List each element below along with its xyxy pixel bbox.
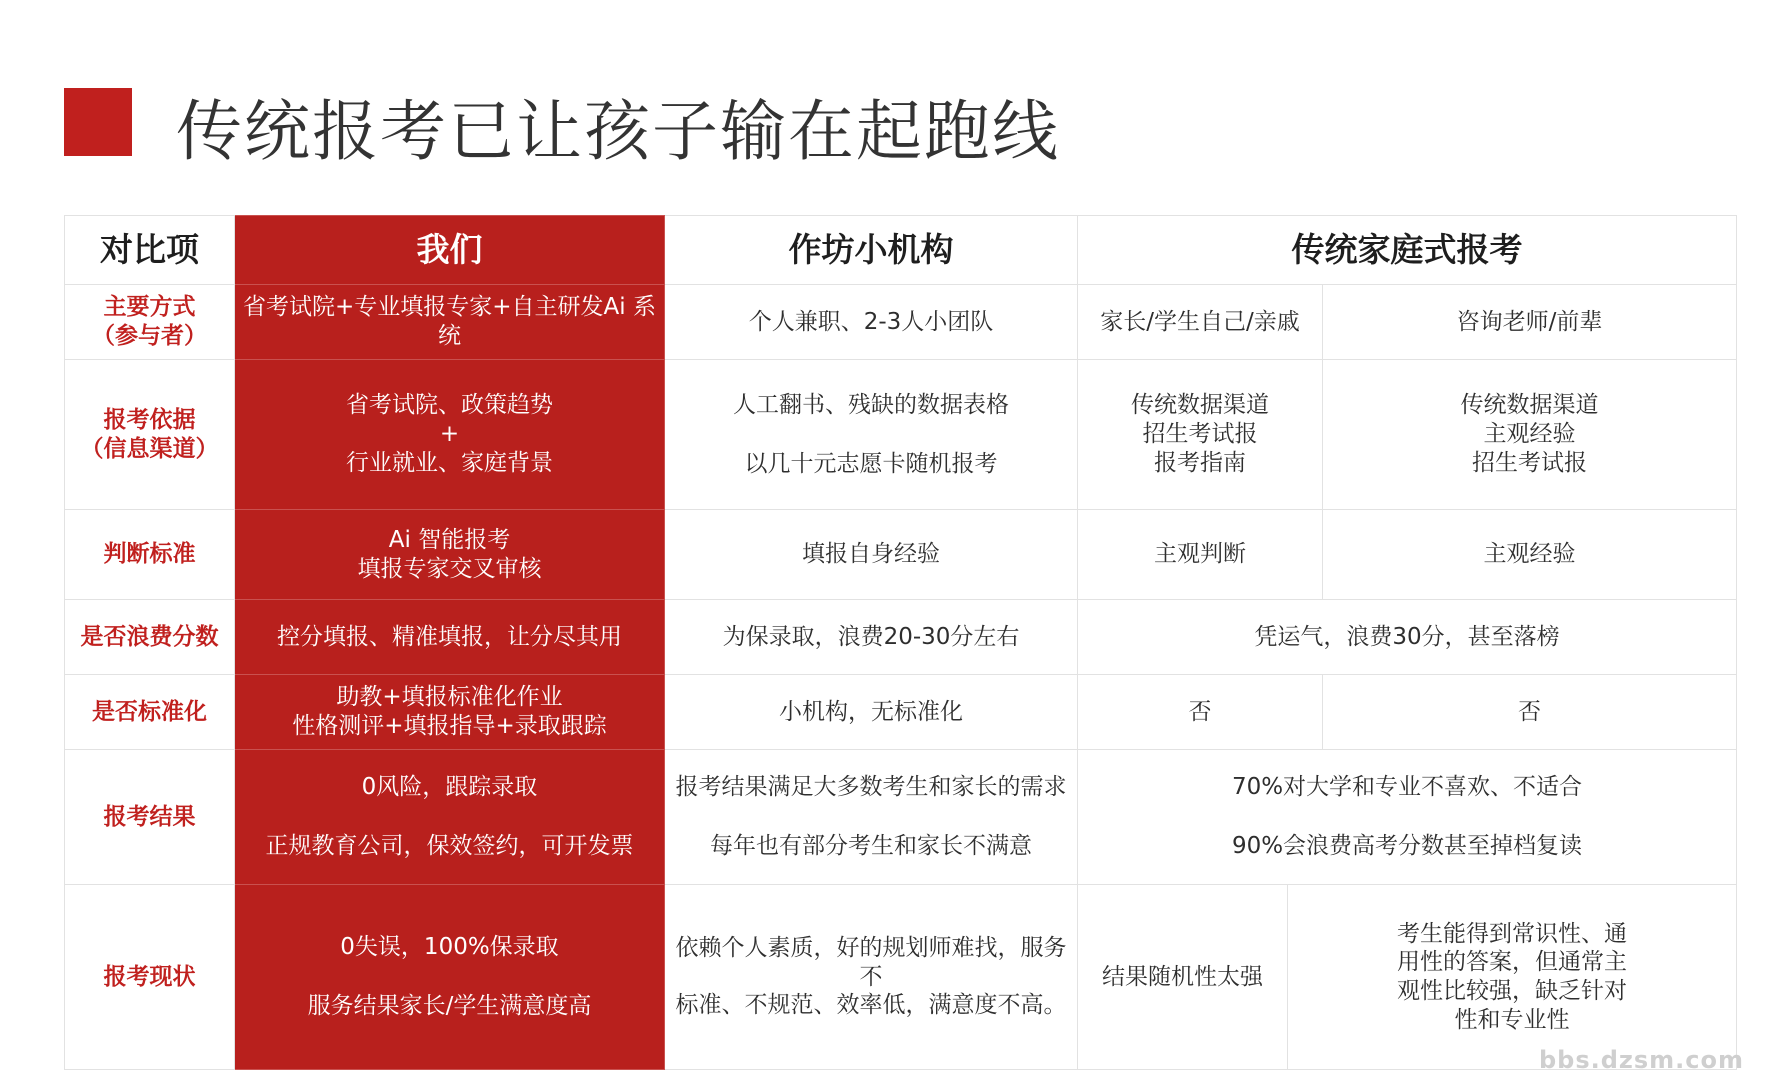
cell-family-a-status: 结果随机性太强 xyxy=(1078,885,1288,1070)
header-row xyxy=(65,216,1737,285)
header-family: 传统家庭式报考 xyxy=(1078,216,1737,285)
cell-ours-waste: 控分填报、精准填报，让分尽其用 xyxy=(235,600,665,675)
row-result xyxy=(65,750,1737,885)
cell-small-status: 依赖个人素质，好的规划师难找，服务不 标准、不规范、效率低，满意度不高。 xyxy=(665,885,1078,1070)
cell-ours-method: 省考试院+专业填报专家+自主研发Ai 系统 xyxy=(235,285,665,360)
page-title: 传统报考已让孩子输在起跑线 xyxy=(176,93,1060,170)
row-standard xyxy=(65,675,1737,750)
cell-ours-criteria: Ai 智能报考 填报专家交叉审核 xyxy=(235,510,665,600)
row-label-method: 主要方式 （参与者） xyxy=(65,285,235,360)
cell-family-b-criteria: 主观经验 xyxy=(1323,510,1737,600)
row-status xyxy=(65,885,1737,1070)
comparison-table xyxy=(64,215,1737,1070)
row-label-waste: 是否浪费分数 xyxy=(65,600,235,675)
cell-ours-standard: 助教+填报标准化作业 性格测评+填报指导+录取跟踪 xyxy=(235,675,665,750)
header-ours: 我们 xyxy=(235,216,665,285)
cell-family-b-method: 咨询老师/前辈 xyxy=(1323,285,1737,360)
row-label-status: 报考现状 xyxy=(65,885,235,1070)
cell-ours-status: 0失误，100%保录取 服务结果家长/学生满意度高 xyxy=(235,885,665,1070)
row-label-basis: 报考依据 （信息渠道） xyxy=(65,360,235,510)
cell-family-result: 70%对大学和专业不喜欢、不适合 90%会浪费高考分数甚至掉档复读 xyxy=(1078,750,1737,885)
cell-small-method: 个人兼职、2-3人小团队 xyxy=(665,285,1078,360)
watermark: bbs.dzsm.com xyxy=(1538,1046,1744,1074)
row-waste xyxy=(65,600,1737,675)
row-criteria xyxy=(65,510,1737,600)
cell-small-result: 报考结果满足大多数考生和家长的需求 每年也有部分考生和家长不满意 xyxy=(665,750,1078,885)
row-basis xyxy=(65,360,1737,510)
cell-family-a-method: 家长/学生自己/亲戚 xyxy=(1078,285,1323,360)
cell-ours-basis: 省考试院、政策趋势 + 行业就业、家庭背景 xyxy=(235,360,665,510)
row-method xyxy=(65,285,1737,360)
title-accent-block xyxy=(64,88,132,156)
cell-small-standard: 小机构，无标准化 xyxy=(665,675,1078,750)
cell-family-waste: 凭运气，浪费30分，甚至落榜 xyxy=(1078,600,1737,675)
cell-family-a-basis: 传统数据渠道 招生考试报 报考指南 xyxy=(1078,360,1323,510)
cell-family-b-basis: 传统数据渠道 主观经验 招生考试报 xyxy=(1323,360,1737,510)
header-item: 对比项 xyxy=(65,216,235,285)
cell-small-basis: 人工翻书、残缺的数据表格 以几十元志愿卡随机报考 xyxy=(665,360,1078,510)
cell-family-b-status: 考生能得到常识性、通 用性的答案，但通常主 观性比较强，缺乏针对 性和专业性 xyxy=(1288,885,1737,1070)
cell-family-b-standard: 否 xyxy=(1323,675,1737,750)
row-label-result: 报考结果 xyxy=(65,750,235,885)
row-label-criteria: 判断标准 xyxy=(65,510,235,600)
cell-family-a-criteria: 主观判断 xyxy=(1078,510,1323,600)
row-label-standard: 是否标准化 xyxy=(65,675,235,750)
cell-ours-result: 0风险，跟踪录取 正规教育公司，保效签约，可开发票 xyxy=(235,750,665,885)
cell-family-a-standard: 否 xyxy=(1078,675,1323,750)
cell-small-waste: 为保录取，浪费20-30分左右 xyxy=(665,600,1078,675)
cell-small-criteria: 填报自身经验 xyxy=(665,510,1078,600)
header-small-agency: 作坊小机构 xyxy=(665,216,1078,285)
